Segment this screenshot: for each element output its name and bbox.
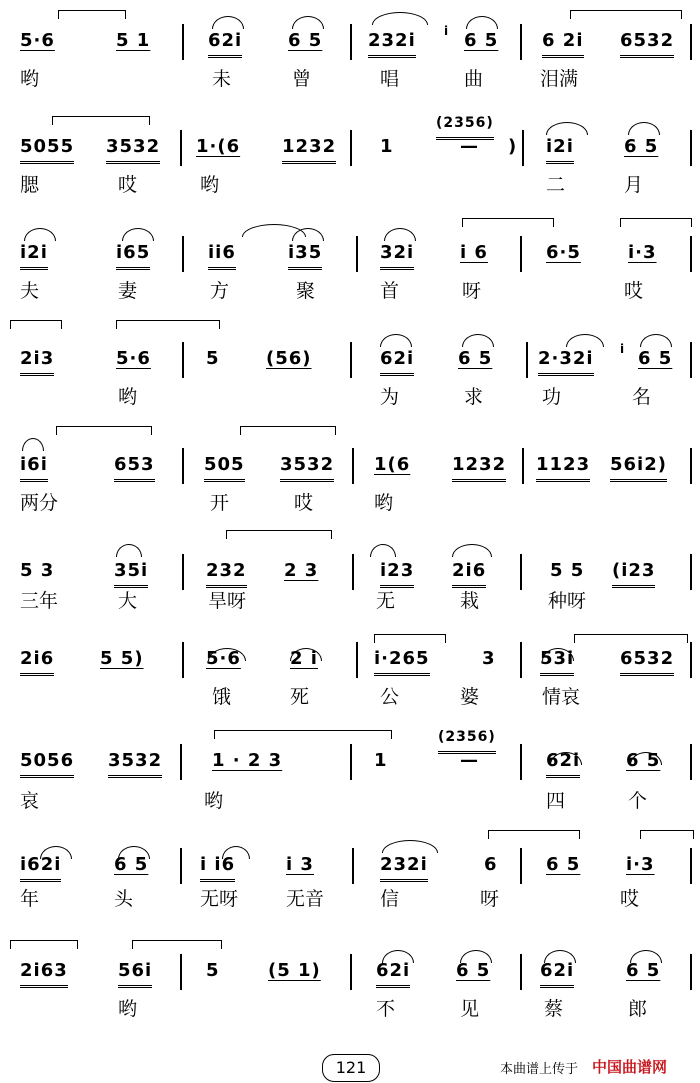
score-system-2: [0, 106, 700, 206]
note-group: 62i: [208, 28, 242, 58]
note-group: 6·5: [546, 242, 581, 263]
note-group: i·265: [374, 646, 430, 676]
bar-line: [180, 848, 182, 884]
note-group: 1123: [536, 452, 590, 482]
note-group: 6 5: [464, 30, 499, 51]
lyric: 种呀: [548, 590, 587, 612]
bar-line: [180, 954, 182, 990]
beam-bracket: [226, 530, 332, 539]
lyric: 死: [290, 686, 310, 708]
note-group: 6 5: [288, 30, 323, 51]
lyric: 妻: [118, 280, 138, 302]
lyric: 哎: [620, 888, 640, 910]
bar-line: [182, 24, 184, 60]
lyric: 不: [376, 998, 396, 1020]
note-group: 2 3: [284, 560, 319, 581]
note-group: 5 3: [20, 560, 55, 581]
note-group: 232i: [380, 852, 428, 882]
bar-line: [350, 954, 352, 990]
note-group: 232i: [368, 28, 416, 58]
bar-line: [520, 236, 522, 272]
bar-line: [352, 848, 354, 884]
lyric: 哟: [374, 492, 394, 514]
bar-line: [690, 642, 692, 678]
bar-line: [350, 24, 352, 60]
lyric: 无音: [286, 888, 325, 910]
note-group: 56i2): [610, 452, 667, 482]
note-group: 2i6: [20, 646, 54, 676]
beam-bracket: [488, 830, 580, 839]
note-group: i23: [380, 558, 414, 588]
lyric: 哎: [294, 492, 314, 514]
note-group: 35i: [114, 558, 148, 588]
beam-bracket: [574, 634, 688, 643]
note-group: 1: [380, 136, 394, 157]
lyric: 见: [460, 998, 480, 1020]
note-group: 2·32i: [538, 346, 594, 376]
bar-line: [182, 448, 184, 484]
note-group: i2i: [546, 134, 574, 164]
note-group: 62i: [540, 958, 574, 988]
note-group: i65: [116, 240, 150, 270]
note-group: 62i: [546, 748, 580, 778]
note-group: 53i: [540, 646, 574, 676]
note-group: 3532: [280, 452, 334, 482]
bar-line: [690, 448, 692, 484]
score-system-8: [0, 729, 700, 840]
note-group: —: [460, 750, 479, 771]
page-number: 121: [322, 1054, 380, 1082]
note-group: ii6: [208, 240, 236, 270]
bar-line: [520, 24, 522, 60]
note-group: 5055: [20, 134, 74, 164]
note-group: 6 5: [114, 854, 149, 875]
lyric: 哟: [118, 998, 138, 1020]
note-group: i 3: [286, 854, 314, 875]
lyric: 旱呀: [208, 590, 247, 612]
score-system-5: [0, 424, 700, 524]
score-system-1: [0, 0, 700, 100]
lyric: 首: [380, 280, 400, 302]
lyric: 求: [464, 386, 484, 408]
lyric: 年: [20, 888, 40, 910]
bar-line: [520, 954, 522, 990]
score-system-4: [0, 318, 700, 418]
lyric: 功: [542, 386, 562, 408]
lyric: 哟: [200, 174, 220, 196]
bar-line: [350, 130, 352, 166]
note-group: 5 5: [550, 560, 585, 581]
note-group: 653: [114, 452, 155, 482]
note-group: i·3: [628, 242, 657, 263]
note-group: 6 5: [626, 750, 661, 771]
beam-bracket: [374, 634, 446, 643]
site-logo[interactable]: [592, 1056, 667, 1077]
lyric: 三年: [20, 590, 59, 612]
note-group: 2i63: [20, 958, 68, 988]
note-group: 6 5: [626, 960, 661, 981]
bar-line: [182, 554, 184, 590]
beam-bracket: [462, 218, 554, 227]
note-group: (5 1): [268, 960, 321, 981]
note-group: (56): [266, 348, 312, 369]
beam-bracket: [52, 116, 150, 125]
note-group: 1·(6: [196, 136, 241, 157]
note-group: 5·6: [116, 348, 151, 369]
bar-line: [356, 642, 358, 678]
note-group: 505: [204, 452, 245, 482]
lyric: 月: [624, 174, 644, 196]
lyric: 栽: [460, 590, 480, 612]
beam-bracket: [10, 940, 78, 949]
lyric: 个: [628, 790, 648, 812]
note-group: 5·6: [206, 648, 241, 669]
bar-line: [690, 342, 692, 378]
note-group: 2i6: [452, 558, 486, 588]
slur: [116, 544, 142, 557]
bar-line: [352, 448, 354, 484]
note-group: 6 5: [458, 348, 493, 369]
bar-line: [522, 448, 524, 484]
beam-bracket: [132, 940, 222, 949]
lyric: 哟: [204, 790, 224, 812]
lyric: 呀: [462, 280, 482, 302]
score-system-10: [0, 936, 700, 1036]
note-group: 5 1: [116, 30, 151, 51]
page-footer: [0, 1050, 700, 1083]
beam-bracket: [214, 730, 392, 739]
note-group: ): [508, 136, 518, 157]
note-group: 56i: [118, 958, 152, 988]
lyric: 哟: [20, 68, 40, 90]
note-group: (i23: [612, 558, 655, 588]
bar-line: [182, 236, 184, 272]
note-group: —: [460, 136, 479, 157]
beam-bracket: [56, 426, 152, 435]
note-group: 232: [206, 558, 247, 588]
bar-line: [520, 554, 522, 590]
lyric: 方: [210, 280, 230, 302]
bar-line: [522, 130, 524, 166]
bar-line: [526, 342, 528, 378]
beam-bracket: [640, 830, 694, 839]
note-group: 5: [206, 348, 220, 369]
lyric: 无呀: [200, 888, 239, 910]
lyric: 聚: [296, 280, 316, 302]
note-group: 62i: [376, 958, 410, 988]
score-system-3: [0, 212, 700, 312]
bar-line: [180, 744, 182, 780]
lyric: 名: [632, 386, 652, 408]
lyric: 四: [546, 790, 566, 812]
note-group: 32i: [380, 240, 414, 270]
lyric: 公: [380, 686, 400, 708]
note-group: 3532: [106, 134, 160, 164]
slur: [372, 12, 428, 25]
beam-bracket: [10, 320, 62, 329]
note-group: i·3: [626, 854, 655, 875]
lyric: 无: [376, 590, 396, 612]
note-group: 6 5: [638, 348, 673, 369]
lyric: 开: [210, 492, 230, 514]
lyric: 泪满: [540, 68, 579, 90]
note-group: i i6: [200, 852, 235, 882]
lyric: 呀: [480, 888, 500, 910]
note-group: 1232: [452, 452, 506, 482]
beam-bracket: [570, 10, 682, 19]
lyric: 饿: [212, 686, 232, 708]
note-group: 6532: [620, 28, 674, 58]
note-group: 6: [484, 854, 498, 875]
score-system-9: [0, 836, 700, 936]
bar-line: [690, 554, 692, 590]
lyric: 哎: [624, 280, 644, 302]
note-group: 5 5): [100, 648, 144, 669]
note-group: 3: [482, 648, 496, 669]
note-group: 5056: [20, 748, 74, 778]
note-group: 6 5: [624, 136, 659, 157]
beam-bracket: [116, 320, 220, 329]
lyric: 曾: [292, 68, 312, 90]
bar-line: [690, 744, 692, 780]
lyric: 信: [380, 888, 400, 910]
lyric: 唱: [380, 68, 400, 90]
score-system-7: [0, 634, 700, 734]
note-group: 5: [206, 960, 220, 981]
score-system-6: [0, 530, 700, 630]
bar-line: [350, 342, 352, 378]
lyric: 夫: [20, 280, 40, 302]
note-group: 1232: [282, 134, 336, 164]
bar-line: [352, 554, 354, 590]
note-group: i62i: [20, 852, 61, 882]
slur: [452, 544, 492, 557]
bar-line: [690, 130, 692, 166]
slur: [22, 438, 44, 451]
note-group: 6532: [620, 646, 674, 676]
note-group: 2i3: [20, 346, 54, 376]
note-group: i35: [288, 240, 322, 270]
bar-line: [520, 642, 522, 678]
slur: [370, 544, 396, 557]
note-group: 6 5: [546, 854, 581, 875]
grace-note: i: [444, 24, 450, 38]
grace-note: i: [620, 342, 626, 356]
bar-line: [520, 848, 522, 884]
note-group: (2356): [436, 110, 494, 140]
lyric: 哟: [118, 386, 138, 408]
bar-line: [180, 130, 182, 166]
lyric: 哎: [118, 174, 138, 196]
note-group: (2356): [438, 724, 496, 754]
lyric: 腮: [20, 174, 40, 196]
note-group: i2i: [20, 240, 48, 270]
beam-bracket: [240, 426, 336, 435]
upload-note: 本曲谱上传于: [500, 1061, 579, 1076]
note-group: 3532: [108, 748, 162, 778]
bar-line: [356, 236, 358, 272]
beam-bracket: [620, 218, 692, 227]
bar-line: [690, 954, 692, 990]
note-group: 2 i: [290, 648, 318, 669]
note-group: 6 5: [456, 960, 491, 981]
note-group: 6 2i: [542, 28, 584, 58]
note-group: 1(6: [374, 454, 411, 475]
bar-line: [350, 744, 352, 780]
note-group: i 6: [460, 242, 488, 263]
lyric: 头: [114, 888, 134, 910]
bar-line: [690, 236, 692, 272]
lyric: 蔡: [544, 998, 564, 1020]
lyric: 婆: [460, 686, 480, 708]
site-name: 中国曲谱网: [592, 1058, 668, 1076]
lyric: 未: [212, 68, 232, 90]
note-group: 62i: [380, 346, 414, 376]
lyric: 曲: [464, 68, 484, 90]
bar-line: [690, 24, 692, 60]
note-group: i6i: [20, 452, 48, 482]
lyric: 郎: [628, 998, 648, 1020]
bar-line: [182, 342, 184, 378]
bar-line: [690, 848, 692, 884]
lyric: 为: [380, 386, 400, 408]
note-group: 1 · 2 3: [212, 750, 283, 771]
lyric: 哀: [20, 790, 40, 812]
note-group: 1: [374, 750, 388, 771]
lyric: 两分: [20, 492, 59, 514]
lyric: 大: [118, 590, 138, 612]
note-group: 5·6: [20, 30, 55, 51]
bar-line: [182, 642, 184, 678]
bar-line: [520, 744, 522, 780]
lyric: 情哀: [542, 686, 581, 708]
beam-bracket: [58, 10, 126, 19]
lyric: 二: [546, 174, 566, 196]
